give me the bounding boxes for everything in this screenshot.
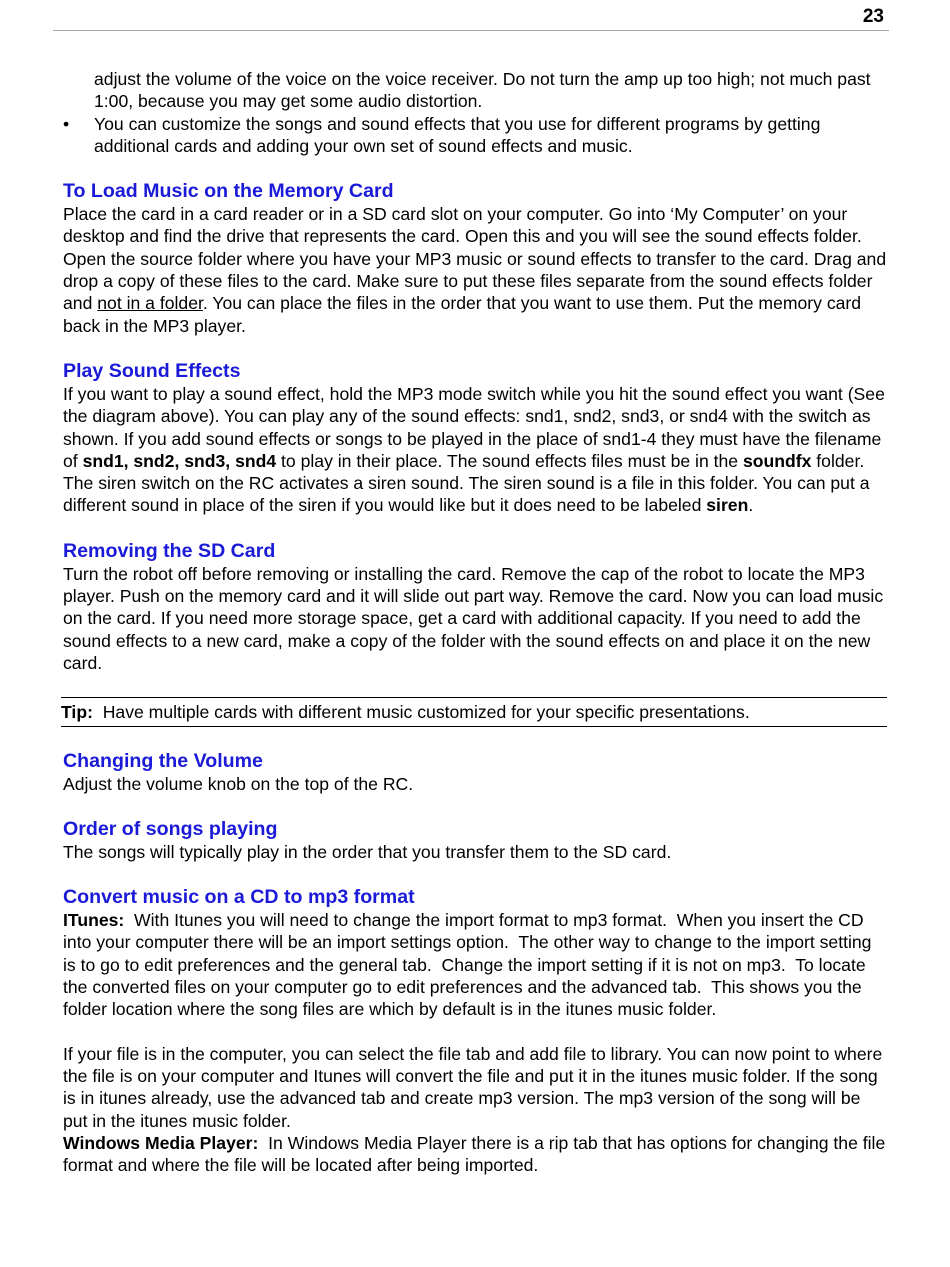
heading-load-music: To Load Music on the Memory Card [63,180,394,203]
tip-box [61,697,887,726]
paragraph-order-of-songs: The songs will typically play in the order that you transfer them to the SD card. [63,841,672,862]
heading-convert-music: Convert music on a CD to mp3 format [63,886,415,909]
paragraph-changing-volume: Adjust the volume knob on the top of the RC. [63,773,414,794]
page-number: 23 [862,6,884,27]
continued-paragraph: adjust the volume of the voice on the voice receiver. Do not turn the amp up too high; not much past 1:00, because you may get some audio distortion. [94,69,871,112]
tip-text: Have multiple cards with different music customized for your specific presentations. [92,702,750,723]
heading-removing-sd-card: Removing the SD Card [63,539,276,562]
heading-order-of-songs: Order of songs playing [63,817,278,840]
paragraph-file-import: If your file is in the computer, you can select the file tab and add file to library. You can now point to where the file is on your computer and Itunes will convert the file and put it in the itunes music folder. If the song is in itunes already, use the advanced tab and create mp3 version. The mp3 version of the song will be put in the itunes music folder. [63,1043,883,1131]
paragraph-itunes: ITunes: With Itunes you will need to change the import format to mp3 format. When you insert the CD into your computer there will be an import settings option. The other way to change to the import setting is to go to edit preferences and the general tab. Change the import setting if it is not on mp3. To locate the converted files on your computer go to edit preferences and the advanced tab. This shows you the folder location where the song files are which by default is in the itunes music folder. [63,910,877,1020]
bullet-marker: • [63,113,70,134]
paragraph-windows-media-player: Windows Media Player: In Windows Media Player there is a rip tab that has options for changing the file format and where the file will be located after being imported. [63,1132,891,1176]
paragraph-load-music: Place the card in a card reader or in a SD card slot on your computer. Go into ‘My Computer’ on your desktop and find the drive that represents the card. Open this and you will see the sound effects folder. Open the source folder where you have your MP3 music or sound effects to transfer to the card. Drag and drop a copy of these files to the card. Make sure to put these files separate from the sound effects folder and not in a folder. You can place the files in the order that you want to use them. Put the memory card back in the MP3 player. [63,204,887,336]
wmp-label: Windows Media Player: [63,1132,259,1153]
underlined-text: not in a folder [97,293,203,314]
heading-play-sound-effects: Play Sound Effects [63,359,241,382]
header-rule [53,30,889,31]
tip-label: Tip: [61,702,93,723]
bullet-item [63,113,889,158]
document-body [63,68,889,1176]
paragraph-removing-sd-card: Turn the robot off before removing or installing the card. Remove the cap of the robot to locate the MP3 player. Push on the memory card and it will slide out part way. Remove the card. Now you can load music on the card. If you need more storage space, get a card with additional capacity. If you need to add the sound effects to a new card, make a copy of the folder with the sound effects on and place it on the new card. [63,563,884,673]
heading-changing-volume: Changing the Volume [63,749,263,772]
bullet-text: You can customize the songs and sound effects that you use for different programs by getting additional cards and adding your own set of sound effects and music. [94,113,821,156]
itunes-label: ITunes: [63,910,125,931]
paragraph-play-sound-effects: If you want to play a sound effect, hold the MP3 mode switch while you hit the sound effect you want (See the diagram above). You can play any of the sound effects: snd1, snd2, snd3, or snd4 with the switch as shown. If you add sound effects or songs to be played in the place of snd1-4 they must have the filename of snd1, snd2, snd3, snd4 to play in their place. The sound effects files must be in the soundfx folder. The siren switch on the RC activates a siren sound. The siren sound is a file in this folder. You can put a different sound in place of the siren if you would like but it does need to be labeled siren. [63,383,885,516]
